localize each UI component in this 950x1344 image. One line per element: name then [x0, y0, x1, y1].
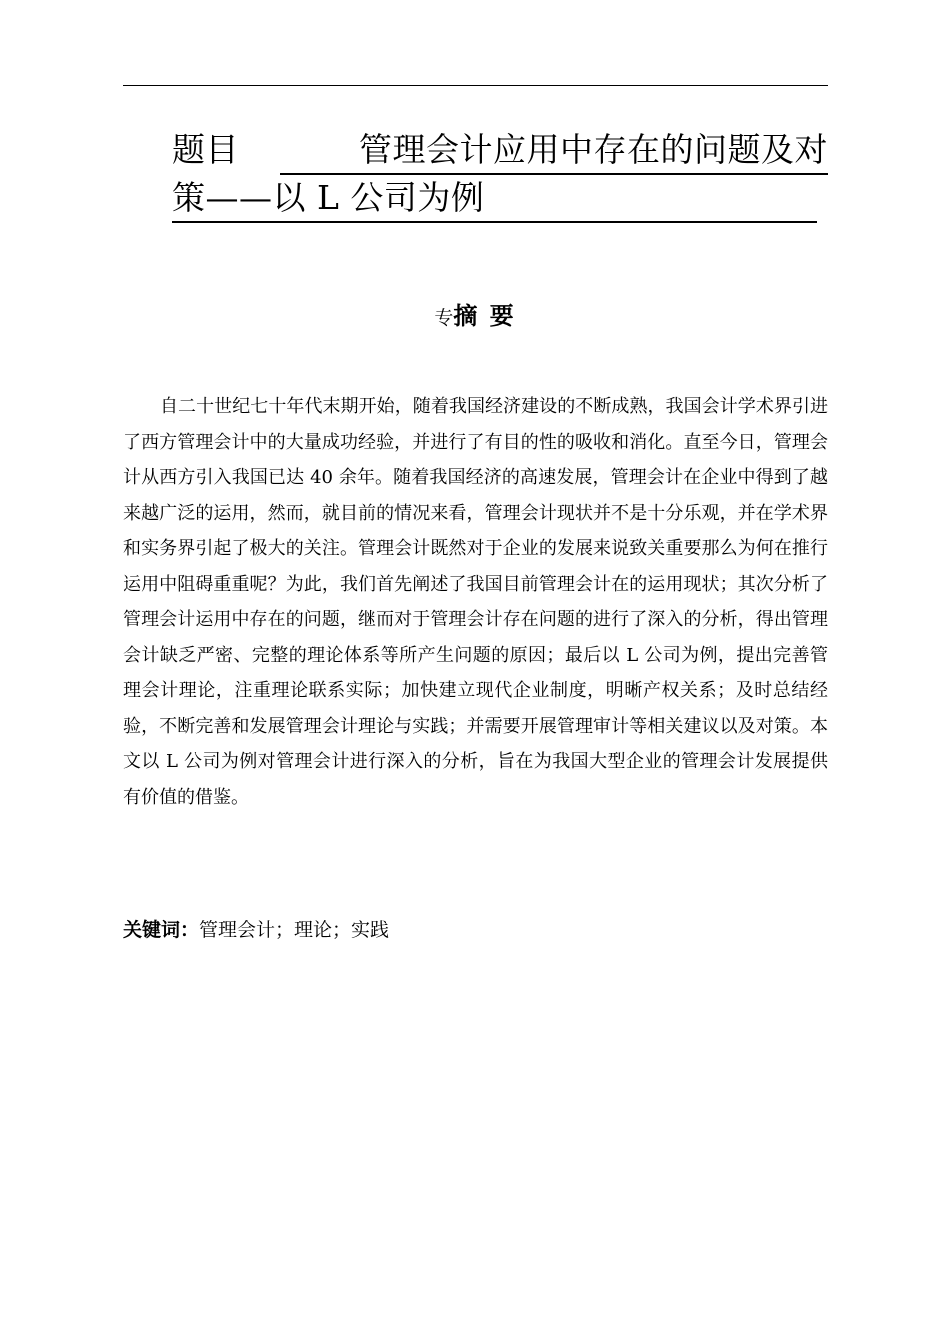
header-rule	[123, 85, 828, 86]
keywords-label: 关键词：	[123, 919, 200, 941]
abstract-title: 摘 要	[453, 302, 516, 330]
title-text-line-2: 策——以 L 公司为例	[172, 176, 817, 223]
thesis-title	[172, 128, 832, 224]
abstract-heading	[0, 300, 950, 334]
title-line-1	[172, 128, 832, 176]
keywords-value: 管理会计；理论；实践	[199, 919, 390, 941]
abstract-marker: 专	[434, 307, 454, 329]
abstract-body: 自二十世纪七十年代末期开始，随着我国经济建设的不断成熟，我国会计学术界引进了西方管理会计中的大量成功经验，并进行了有目的性的吸收和消化。直至今日，管理会计从西方引入我国已达 40 余年。随着我国经济的高速发展，管理会计在企业中得到了越来越广泛的运用，然而，就目前的情况来看，管理会计现状并不是十分乐观，并在学术界和实务界引起了极大的关注。管理会计既然对于企业的发展来说致关重要那么为何在推行运用中阻碍重重呢？为此，我们首先阐述了我国目前管理会计在的运用现状；其次分析了管理会计运用中存在的问题，继而对于管理会计存在问题的进行了深入的分析，得出管理会计缺乏严密、完整的理论体系等所产生问题的原因；最后以 L 公司为例，提出完善管理会计理论，注重理论联系实际；加快建立现代企业制度，明晰产权关系；及时总结经验，不断完善和发展管理会计理论与实践；并需要开展管理审计等相关建议以及对策。本文以 L 公司为例对管理会计进行深入的分析，旨在为我国大型企业的管理会计发展提供有价值的借鉴。	[123, 396, 828, 808]
title-prefix: 题目	[172, 130, 239, 169]
title-text-line-1: 管理会计应用中存在的问题及对	[280, 128, 828, 175]
title-line-2	[172, 176, 832, 224]
keywords	[123, 914, 389, 946]
